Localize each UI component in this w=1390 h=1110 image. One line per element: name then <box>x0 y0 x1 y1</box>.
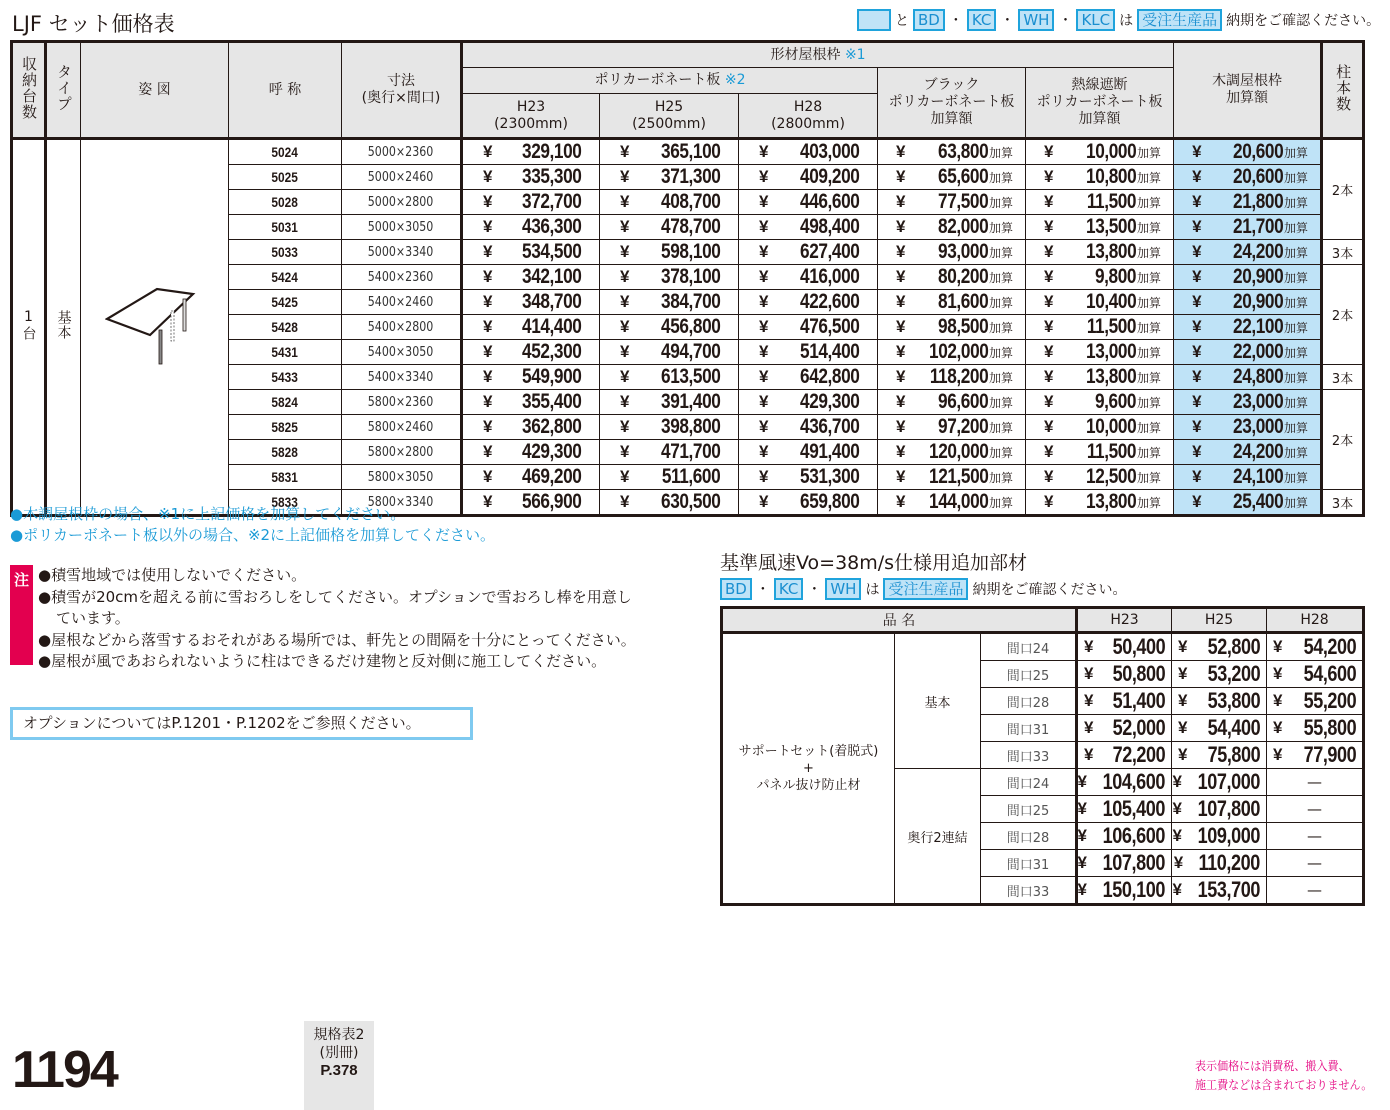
legend-suffix: 納期をご確認ください。 <box>1226 13 1381 29</box>
caution-item: ●屋根などから落雪するおそれがある場所では、軒先との間隔を十分にとってください。 <box>38 630 636 649</box>
price-h28: ¥ 436,700 <box>739 415 878 440</box>
price-h23: ¥ 50,400 <box>1077 633 1172 661</box>
dimension: 5800×3340 <box>342 490 462 516</box>
header-posts: 柱本数 <box>1322 42 1364 139</box>
width-label: 間口33 <box>981 742 1077 769</box>
sub-header-h23: H23 <box>1077 608 1172 633</box>
price-h25: ¥ 75,800 <box>1172 742 1267 769</box>
heat-poly-add: ¥ 11,500 加算 <box>1026 315 1174 340</box>
dimension: 5800×2360 <box>342 390 462 415</box>
header-capacity: 収納台数 <box>12 42 46 139</box>
dimension: 5000×3050 <box>342 215 462 240</box>
header-heat-poly: 熱線遮断 ポリカーボネート板 加算額 <box>1026 68 1174 139</box>
wood-frame-add: ¥ 21,800 加算 <box>1174 190 1322 215</box>
made-to-order-legend <box>857 9 1380 31</box>
price-h25: ¥ 109,000 <box>1172 823 1267 850</box>
black-poly-add: ¥ 144,000 加算 <box>878 490 1026 516</box>
wind-parts-table <box>720 606 1365 906</box>
note-non-poly: ●ポリカーボネート板以外の場合、※2に上記価格を加算してください。 <box>10 526 496 544</box>
price-h23: ¥ 150,100 <box>1077 877 1172 905</box>
price-h25: ¥ 52,800 <box>1172 633 1267 661</box>
price-h25: ¥ 630,500 <box>600 490 739 516</box>
post-count: 2本 <box>1322 265 1364 365</box>
page-title: LJF セット価格表 <box>12 12 175 36</box>
wood-frame-add: ¥ 24,100 加算 <box>1174 465 1322 490</box>
price-h25: ¥ 598,100 <box>600 240 739 265</box>
price-table <box>10 40 1365 517</box>
dimension: 5400×3050 <box>342 340 462 365</box>
price-h28: ¥ 514,400 <box>739 340 878 365</box>
heat-poly-add: ¥ 13,800 加算 <box>1026 240 1174 265</box>
badge-klc: KLC <box>1076 9 1115 31</box>
wood-frame-add: ¥ 22,000 加算 <box>1174 340 1322 365</box>
model-code: 5824 <box>229 390 342 415</box>
legend-suffix: 納期をご確認ください。 <box>972 582 1127 598</box>
group-label: 奥行2連結 <box>895 769 981 905</box>
wood-frame-add: ¥ 21,700 加算 <box>1174 215 1322 240</box>
model-code: 5828 <box>229 440 342 465</box>
price-h28: ¥ 403,000 <box>739 139 878 165</box>
legend-dot: ・ <box>807 582 822 598</box>
heat-poly-add: ¥ 10,400 加算 <box>1026 290 1174 315</box>
spec-ref-sub: (別冊) <box>319 1045 359 1061</box>
post-count: 3本 <box>1322 240 1364 265</box>
width-label: 間口31 <box>981 715 1077 742</box>
group-label: 基本 <box>895 633 981 769</box>
black-poly-add: ¥ 118,200 加算 <box>878 365 1026 390</box>
model-code: 5425 <box>229 290 342 315</box>
price-h23: ¥ 105,400 <box>1077 796 1172 823</box>
heat-poly-add: ¥ 13,800 加算 <box>1026 490 1174 516</box>
dimension: 5000×2360 <box>342 139 462 165</box>
table-row <box>722 633 1364 661</box>
header-h23: H23 (2300mm) <box>462 94 600 139</box>
price-h23: ¥ 52,000 <box>1077 715 1172 742</box>
wood-frame-add: ¥ 20,600 加算 <box>1174 139 1322 165</box>
price-h28: ¥ 55,200 <box>1267 688 1364 715</box>
legend-dot: ・ <box>755 582 770 598</box>
page-number: 1194 <box>12 1041 117 1099</box>
black-poly-add: ¥ 98,500 加算 <box>878 315 1026 340</box>
price-h23: ¥ 534,500 <box>462 240 600 265</box>
price-h23: ¥ 549,900 <box>462 365 600 390</box>
post-count: 3本 <box>1322 490 1364 516</box>
model-code: 5033 <box>229 240 342 265</box>
price-h25: ¥ 613,500 <box>600 365 739 390</box>
model-code: 5831 <box>229 465 342 490</box>
black-poly-add: ¥ 121,500 加算 <box>878 465 1026 490</box>
price-h28: ¥ 498,400 <box>739 215 878 240</box>
price-h23: ¥ 414,400 <box>462 315 600 340</box>
price-h25: ¥ 456,800 <box>600 315 739 340</box>
caution-item: ●積雪が20cmを超える前に雪おろしをしてください。オプションで雪おろし棒を用意し <box>38 587 632 606</box>
wood-frame-add: ¥ 24,200 加算 <box>1174 440 1322 465</box>
sub-header-name: 品 名 <box>722 608 1077 633</box>
dimension: 5400×2360 <box>342 265 462 290</box>
spec-reference <box>304 1021 374 1110</box>
heat-poly-add: ¥ 13,500 加算 <box>1026 215 1174 240</box>
dimension: 5000×2460 <box>342 165 462 190</box>
price-h23: ¥ 429,300 <box>462 440 600 465</box>
legend-dot: ・ <box>1058 13 1073 29</box>
heat-poly-add: ¥ 13,800 加算 <box>1026 365 1174 390</box>
model-code: 5031 <box>229 215 342 240</box>
width-label: 間口28 <box>981 823 1077 850</box>
price-h25: ¥ 365,100 <box>600 139 739 165</box>
legend-to: と <box>895 13 909 29</box>
price-h28: ¥ 422,600 <box>739 290 878 315</box>
price-h23: ¥ 566,900 <box>462 490 600 516</box>
badge-wh: WH <box>1018 9 1054 31</box>
post-count: 3本 <box>1322 365 1364 390</box>
color-swatch <box>857 9 891 31</box>
header-wood-frame: 木調屋根枠 加算額 <box>1174 42 1322 139</box>
dimension: 5400×2460 <box>342 290 462 315</box>
badge-wh: WH <box>825 578 861 600</box>
dimension: 5400×2800 <box>342 315 462 340</box>
legend-dot: ・ <box>948 13 963 29</box>
note-wood-frame: ●木調屋根枠の場合、※1に上記価格を加算してください。 <box>10 505 406 523</box>
dimension: 5400×3340 <box>342 365 462 390</box>
width-label: 間口31 <box>981 850 1077 877</box>
caution-section <box>10 565 690 673</box>
heat-poly-add: ¥ 13,000 加算 <box>1026 340 1174 365</box>
header-type: タイプ <box>46 42 81 139</box>
model-code: 5028 <box>229 190 342 215</box>
price-h23: ¥ 362,800 <box>462 415 600 440</box>
header-figure: 姿 図 <box>81 42 229 139</box>
wood-frame-add: ¥ 20,900 加算 <box>1174 290 1322 315</box>
price-h25: ¥ 511,600 <box>600 465 739 490</box>
price-h23: ¥ 106,600 <box>1077 823 1172 850</box>
caution-item: ●屋根が風であおられないように柱はできるだけ建物と反対側に施工してください。 <box>38 652 607 670</box>
width-label: 間口28 <box>981 688 1077 715</box>
figure-cell <box>81 139 229 516</box>
price-h23: ¥ 335,300 <box>462 165 600 190</box>
model-code: 5424 <box>229 265 342 290</box>
table-row <box>12 139 1364 165</box>
heat-poly-add: ¥ 11,500 加算 <box>1026 190 1174 215</box>
model-code: 5025 <box>229 165 342 190</box>
price-h23: ¥ 452,300 <box>462 340 600 365</box>
heat-poly-add: ¥ 10,800 加算 <box>1026 165 1174 190</box>
price-h28: ¥ 409,200 <box>739 165 878 190</box>
model-code: 5428 <box>229 315 342 340</box>
price-h25: ¥ 153,700 <box>1172 877 1267 905</box>
post-count: 2本 <box>1322 390 1364 490</box>
price-h25: ¥ 107,800 <box>1172 796 1267 823</box>
price-h23: ¥ 372,700 <box>462 190 600 215</box>
wood-frame-add: ¥ 24,800 加算 <box>1174 365 1322 390</box>
capacity-cell: 1台 <box>12 139 46 516</box>
carport-figure-icon <box>105 287 205 367</box>
price-h28: ¥ 446,600 <box>739 190 878 215</box>
spec-ref-page: P.378 <box>320 1062 358 1079</box>
price-h28: ¥ 627,400 <box>739 240 878 265</box>
heat-poly-add: ¥ 12,500 加算 <box>1026 465 1174 490</box>
price-h28: ¥ 476,500 <box>739 315 878 340</box>
black-poly-add: ¥ 80,200 加算 <box>878 265 1026 290</box>
sub-header-h25: H25 <box>1172 608 1267 633</box>
price-h28: — <box>1267 823 1364 850</box>
price-h25: ¥ 471,700 <box>600 440 739 465</box>
black-poly-add: ¥ 120,000 加算 <box>878 440 1026 465</box>
header-name: 呼 称 <box>229 42 342 139</box>
tax-note: 表示価格には消費税、搬入費、 施工費などは含まれておりません。 <box>1195 1059 1373 1092</box>
legend-dot: ・ <box>1000 13 1015 29</box>
dimension: 5800×3050 <box>342 465 462 490</box>
price-h23: ¥ 469,200 <box>462 465 600 490</box>
option-reference-box: オプションについてはP.1201・P.1202をご参照ください。 <box>10 707 473 740</box>
price-h23: ¥ 107,800 <box>1077 850 1172 877</box>
black-poly-add: ¥ 65,600 加算 <box>878 165 1026 190</box>
product-name: サポートセット(着脱式) + パネル抜け防止材 <box>722 633 895 905</box>
price-h28: ¥ 55,800 <box>1267 715 1364 742</box>
dimension: 5000×2800 <box>342 190 462 215</box>
badge-kc: KC <box>774 578 804 600</box>
price-h25: ¥ 398,800 <box>600 415 739 440</box>
post-count: 2本 <box>1322 139 1364 240</box>
price-h25: ¥ 110,200 <box>1172 850 1267 877</box>
heat-poly-add: ¥ 11,500 加算 <box>1026 440 1174 465</box>
price-h23: ¥ 72,200 <box>1077 742 1172 769</box>
price-h25: ¥ 53,800 <box>1172 688 1267 715</box>
sub-header-h28: H28 <box>1267 608 1364 633</box>
spec-ref-label: 規格表2 <box>313 1027 365 1043</box>
heat-poly-add: ¥ 10,000 加算 <box>1026 415 1174 440</box>
price-h25: ¥ 478,700 <box>600 215 739 240</box>
dimension: 5800×2800 <box>342 440 462 465</box>
price-h28: — <box>1267 850 1364 877</box>
wood-frame-add: ¥ 20,900 加算 <box>1174 265 1322 290</box>
wood-frame-add: ¥ 24,200 加算 <box>1174 240 1322 265</box>
price-h28: ¥ 429,300 <box>739 390 878 415</box>
price-h23: ¥ 342,100 <box>462 265 600 290</box>
width-label: 間口24 <box>981 633 1077 661</box>
wood-frame-add: ¥ 20,600 加算 <box>1174 165 1322 190</box>
heat-poly-add: ¥ 10,000 加算 <box>1026 139 1174 165</box>
black-poly-add: ¥ 63,800 加算 <box>878 139 1026 165</box>
price-h23: ¥ 348,700 <box>462 290 600 315</box>
price-h23: ¥ 51,400 <box>1077 688 1172 715</box>
caution-badge: 注 <box>10 565 33 665</box>
header-poly-group: ポリカーボネート板 ※2 <box>462 68 878 94</box>
black-poly-add: ¥ 82,000 加算 <box>878 215 1026 240</box>
price-h25: ¥ 371,300 <box>600 165 739 190</box>
price-h28: — <box>1267 769 1364 796</box>
price-h23: ¥ 50,800 <box>1077 661 1172 688</box>
legend-is: は <box>865 582 880 598</box>
sub-made-to-order-legend <box>720 578 1126 600</box>
price-h28: ¥ 531,300 <box>739 465 878 490</box>
black-poly-add: ¥ 102,000 加算 <box>878 340 1026 365</box>
wood-frame-add: ¥ 23,000 加算 <box>1174 415 1322 440</box>
price-h23: ¥ 329,100 <box>462 139 600 165</box>
badge-bd: BD <box>913 9 945 31</box>
price-h25: ¥ 494,700 <box>600 340 739 365</box>
black-poly-add: ¥ 97,200 加算 <box>878 415 1026 440</box>
header-h25: H25 (2500mm) <box>600 94 739 139</box>
legend-is: は <box>1119 13 1134 29</box>
heat-poly-add: ¥ 9,800 加算 <box>1026 265 1174 290</box>
price-h28: — <box>1267 796 1364 823</box>
black-poly-add: ¥ 77,500 加算 <box>878 190 1026 215</box>
header-h28: H28 (2800mm) <box>739 94 878 139</box>
wood-frame-add: ¥ 22,100 加算 <box>1174 315 1322 340</box>
model-code: 5833 <box>229 490 342 516</box>
model-code: 5431 <box>229 340 342 365</box>
black-poly-add: ¥ 93,000 加算 <box>878 240 1026 265</box>
badge-made-to-order: 受注生産品 <box>883 578 968 600</box>
price-notes <box>10 504 495 546</box>
dimension: 5000×3340 <box>342 240 462 265</box>
header-black-poly: ブラック ポリカーボネート板 加算額 <box>878 68 1026 139</box>
price-h28: — <box>1267 877 1364 905</box>
caution-item-cont: ています。 <box>56 609 130 627</box>
badge-kc: KC <box>967 9 997 31</box>
price-h25: ¥ 408,700 <box>600 190 739 215</box>
dimension: 5800×2460 <box>342 415 462 440</box>
width-label: 間口24 <box>981 769 1077 796</box>
wood-frame-add: ¥ 23,000 加算 <box>1174 390 1322 415</box>
price-h23: ¥ 104,600 <box>1077 769 1172 796</box>
price-h25: ¥ 53,200 <box>1172 661 1267 688</box>
price-h28: ¥ 642,800 <box>739 365 878 390</box>
price-h23: ¥ 355,400 <box>462 390 600 415</box>
price-h25: ¥ 107,000 <box>1172 769 1267 796</box>
header-frame-group: 形材屋根枠 ※1 <box>462 42 1174 68</box>
type-cell: 基本 <box>46 139 81 516</box>
black-poly-add: ¥ 96,600 加算 <box>878 390 1026 415</box>
width-label: 間口25 <box>981 661 1077 688</box>
header-dimension: 寸法 (奥行×間口) <box>342 42 462 139</box>
price-h25: ¥ 391,400 <box>600 390 739 415</box>
model-code: 5825 <box>229 415 342 440</box>
price-h28: ¥ 416,000 <box>739 265 878 290</box>
badge-made-to-order: 受注生産品 <box>1137 9 1222 31</box>
price-h28: ¥ 491,400 <box>739 440 878 465</box>
heat-poly-add: ¥ 9,600 加算 <box>1026 390 1174 415</box>
price-h25: ¥ 378,100 <box>600 265 739 290</box>
model-code: 5024 <box>229 139 342 165</box>
width-label: 間口33 <box>981 877 1077 905</box>
sub-section-title: 基準風速Vo=38m/s仕様用追加部材 <box>720 552 1028 574</box>
price-h25: ¥ 54,400 <box>1172 715 1267 742</box>
black-poly-add: ¥ 81,600 加算 <box>878 290 1026 315</box>
price-h25: ¥ 384,700 <box>600 290 739 315</box>
badge-bd: BD <box>720 578 752 600</box>
caution-item: ●積雪地域では使用しないでください。 <box>38 566 307 584</box>
price-h28: ¥ 77,900 <box>1267 742 1364 769</box>
price-h28: ¥ 54,200 <box>1267 633 1364 661</box>
wood-frame-add: ¥ 25,400 加算 <box>1174 490 1322 516</box>
model-code: 5433 <box>229 365 342 390</box>
price-h23: ¥ 436,300 <box>462 215 600 240</box>
price-h28: ¥ 54,600 <box>1267 661 1364 688</box>
price-h28: ¥ 659,800 <box>739 490 878 516</box>
width-label: 間口25 <box>981 796 1077 823</box>
